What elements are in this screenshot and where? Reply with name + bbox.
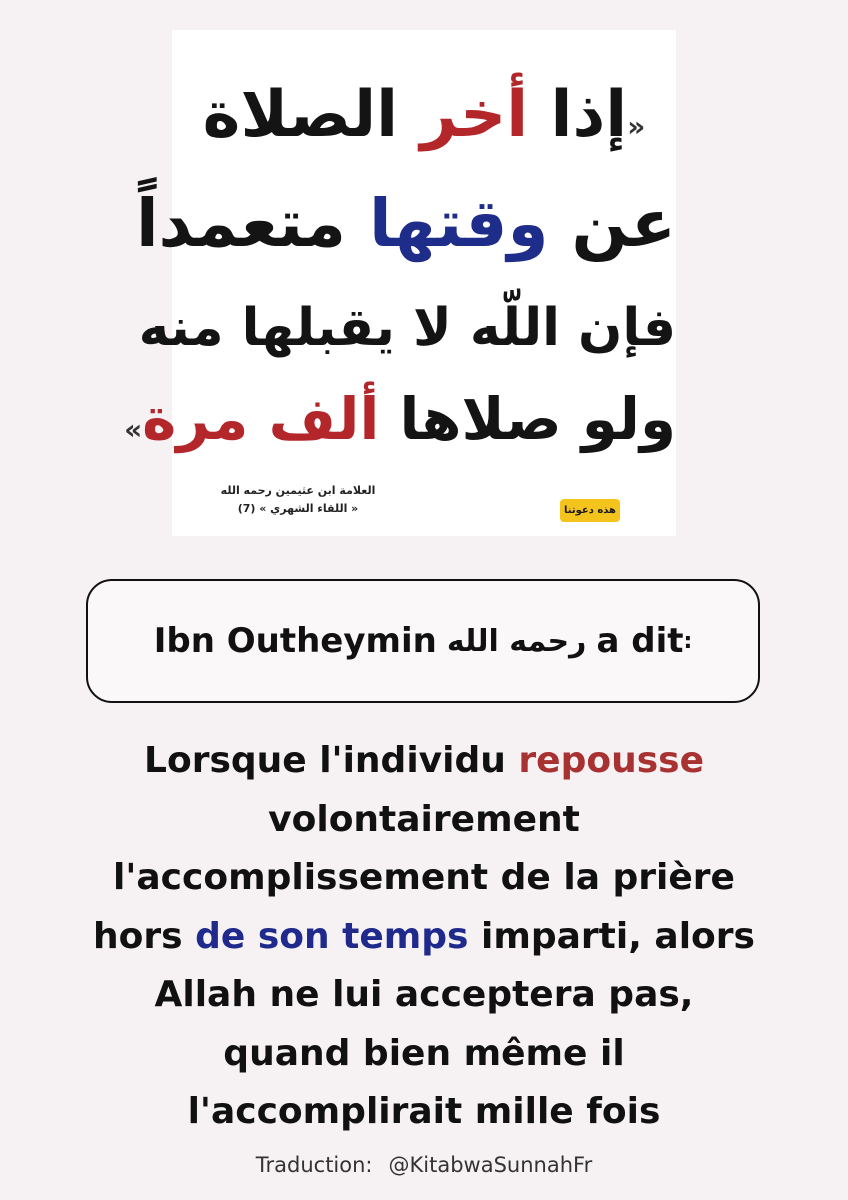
arabic-quote-line-2: عن وقتها متعمداً [135, 185, 676, 262]
credit-label: Traduction: [255, 1153, 373, 1177]
arabic-quote-line-3: فإن اللّه لا يقبلها منه [138, 298, 676, 358]
translation-line: l'accomplissement de la prière [113, 857, 735, 898]
colon: : [683, 628, 693, 654]
close-quote: » [124, 413, 143, 446]
quote-image [124, 30, 676, 536]
arabic-quote-line-4: ولو صلاها ألف مرة» [124, 385, 676, 453]
badge-label: هذه دعوتنا [560, 499, 620, 522]
highlight-red: ألف مرة [142, 385, 380, 453]
source-citation: العلامة ابن عثيمين رحمه الله « اللقاء الشهري » (7) [220, 484, 376, 515]
credit-handle: @KitabwaSunnahFr [388, 1153, 593, 1177]
highlight-blue: de son temps [195, 915, 469, 957]
scholar-name: Ibn Outheymin [153, 621, 437, 661]
translation-line: quand bien même il [223, 1032, 625, 1074]
highlight-red: repousse [518, 740, 704, 781]
translation-line: Allah ne lui acceptera pas, [154, 974, 694, 1015]
translation-line: hors de son temps imparti, alors [93, 915, 755, 957]
open-quote: « [627, 110, 646, 143]
translation-line: l'accomplirait mille fois [187, 1091, 661, 1132]
translation-line: Lorsque l'individu repousse [144, 740, 704, 781]
highlight-red: أخر [420, 78, 529, 152]
arabic-quote-line-1: «إذا أخر الصلاة [202, 78, 646, 152]
attribution-box [86, 579, 760, 703]
translation-credit [0, 1153, 848, 1177]
translation-line: volontairement [268, 798, 580, 840]
french-translation [30, 732, 818, 1142]
said-label: a dit [596, 621, 684, 661]
arabic-honorific: رحمه الله [446, 623, 587, 659]
highlight-blue: وقتها [368, 185, 549, 262]
